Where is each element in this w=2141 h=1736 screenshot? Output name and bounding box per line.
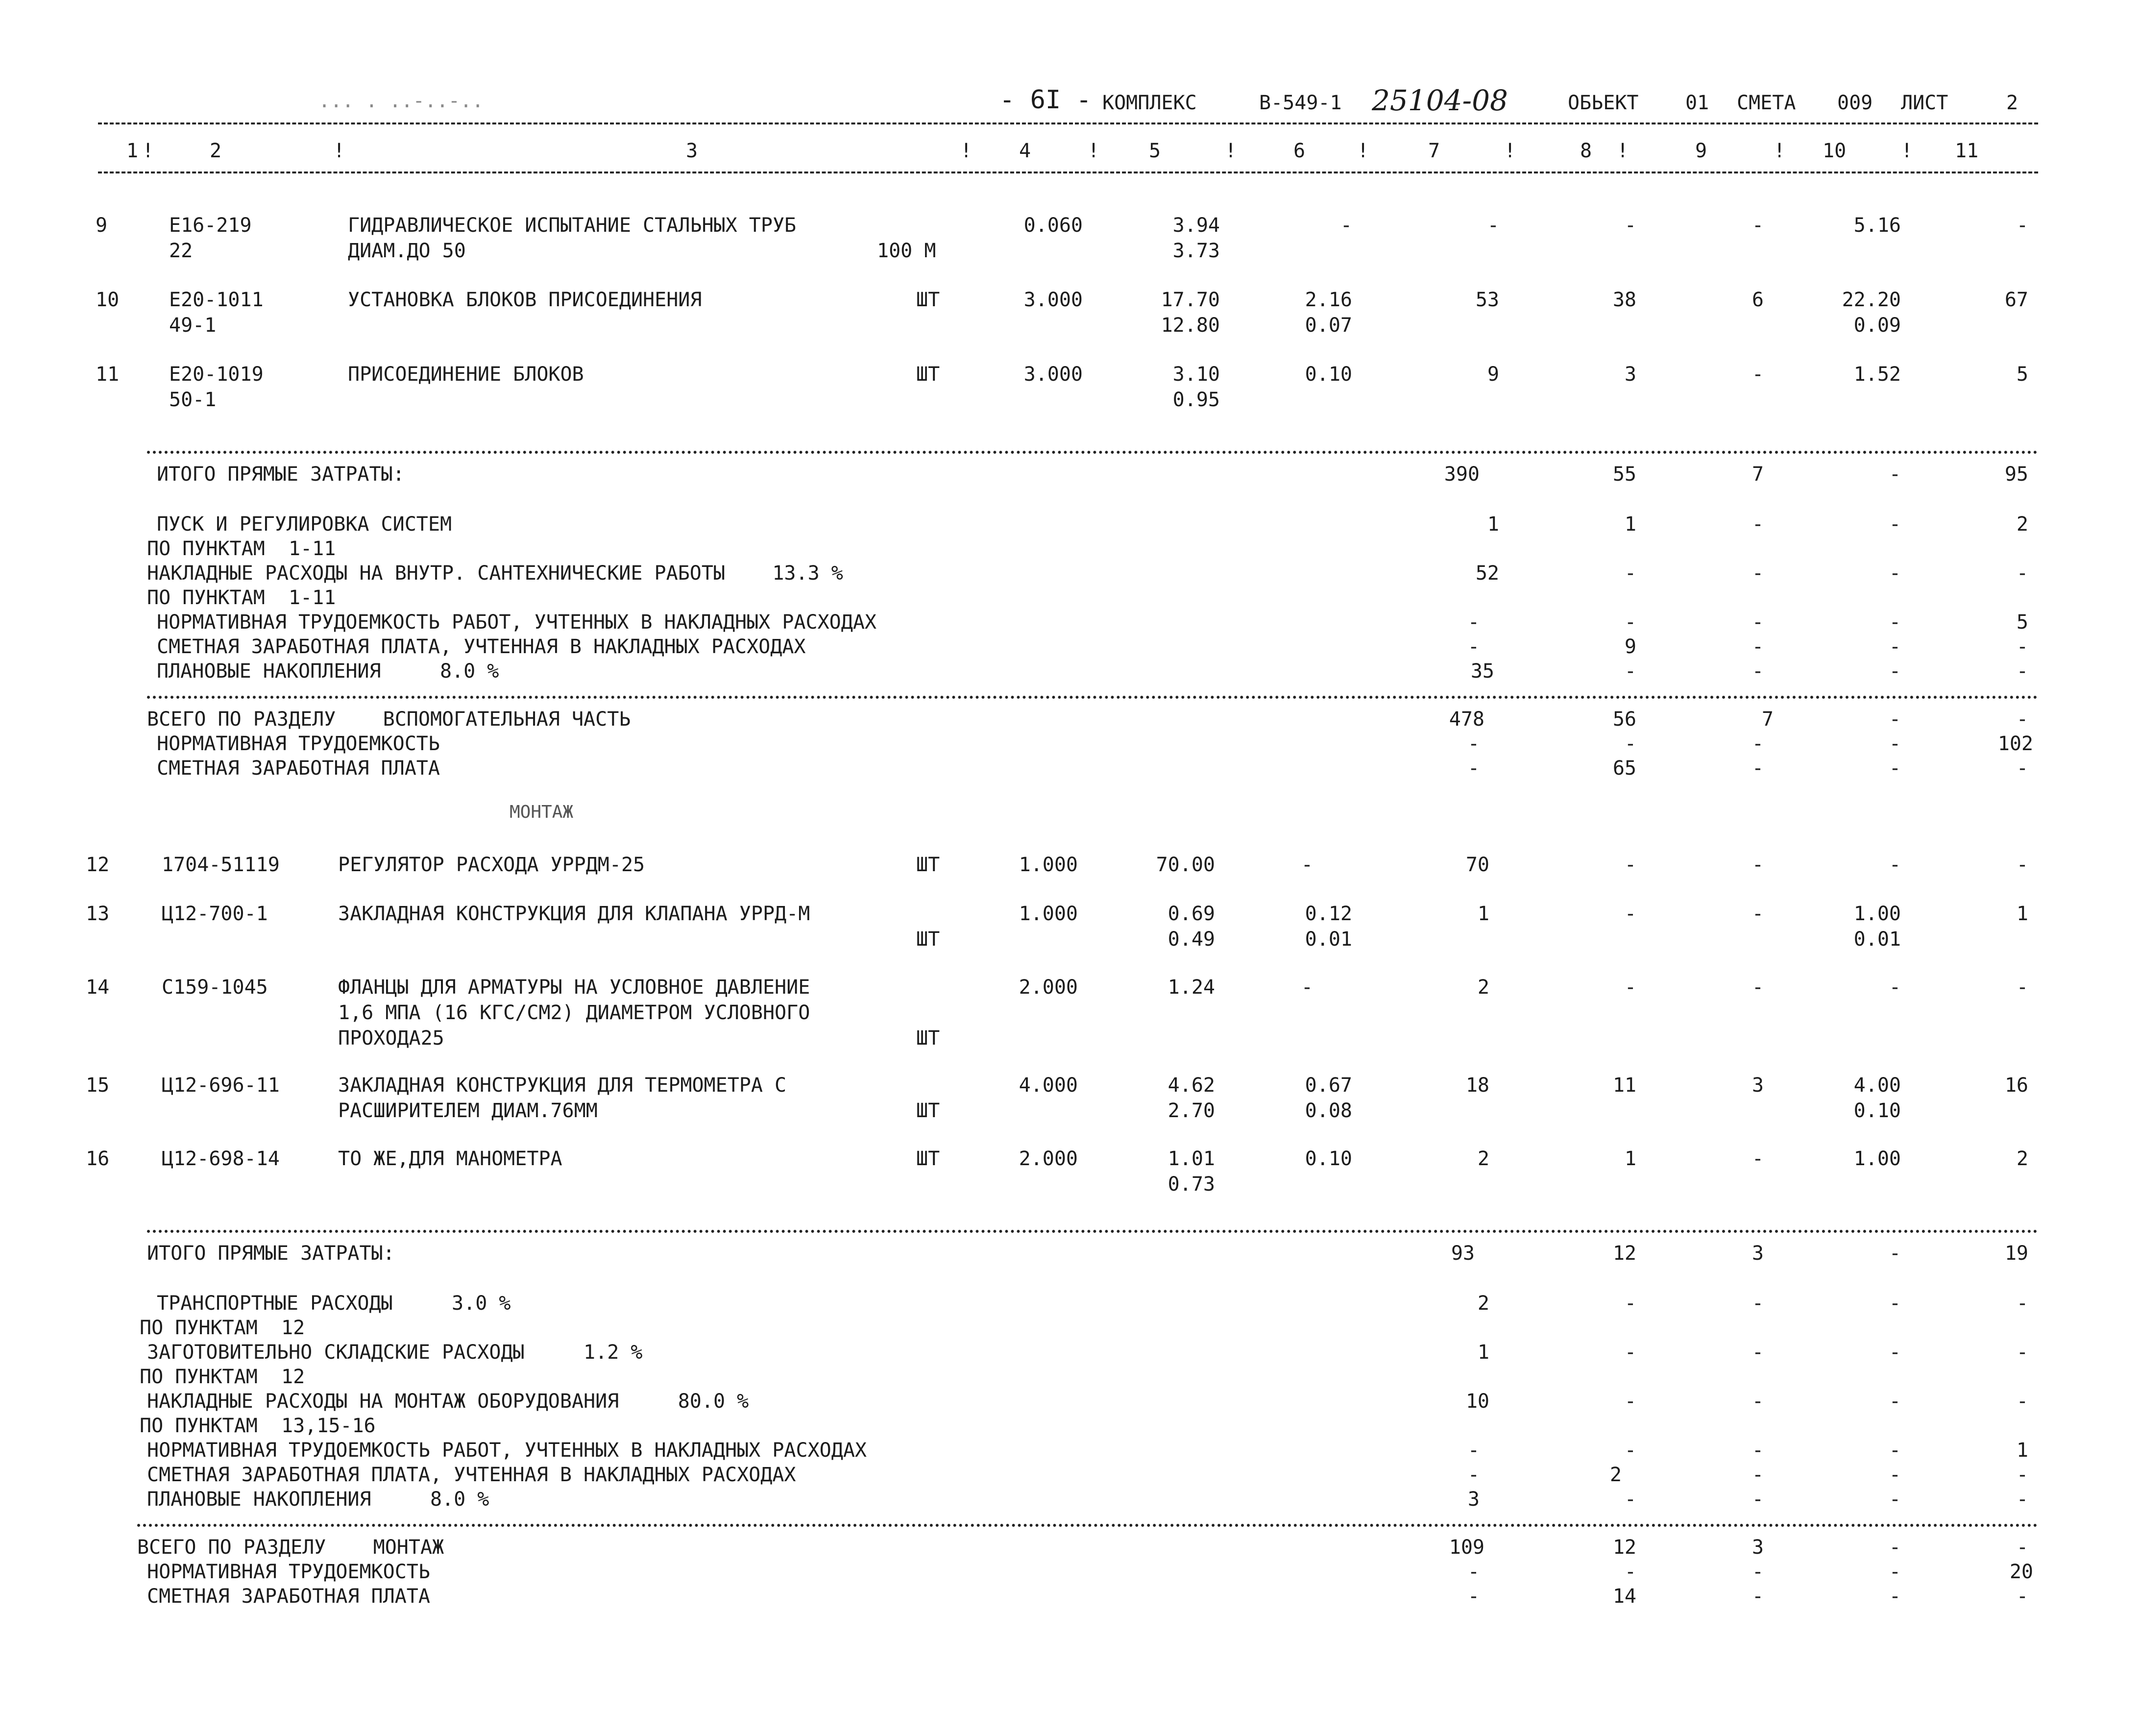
row-col8: 38 — [1612, 289, 1636, 311]
section-total-col11: - — [2016, 1536, 2028, 1559]
summary-col9: - — [1752, 1390, 1764, 1413]
summary-label: СМЕТНАЯ ЗАРАБОТНАЯ ПЛАТА, УЧТЕННАЯ В НАКЛАДНЫХ РАСХОДАХ — [157, 636, 806, 658]
row-quantity: 2.000 — [1019, 1148, 1078, 1170]
summary-col9: - — [1752, 562, 1764, 585]
row-col6-secondary: 0.01 — [1305, 928, 1352, 951]
summary-col7: - — [1467, 611, 1480, 634]
summary-label: ПЛАНОВЫЕ НАКОПЛЕНИЯ 8.0 % — [157, 660, 499, 683]
summary-label: ПО ПУНКТАМ 1-11 — [147, 538, 336, 560]
row-number: 16 — [86, 1148, 110, 1170]
row-description: ПРИСОЕДИНЕНИЕ БЛОКОВ — [348, 363, 584, 386]
summary-col10: - — [1889, 1292, 1901, 1315]
row-code-secondary: 50-1 — [169, 389, 217, 411]
col-header-separator: ! — [1774, 140, 1786, 162]
col-header-separator: ! — [960, 140, 973, 162]
summary-col7: 93 — [1451, 1242, 1475, 1265]
col-header-separator: ! — [1901, 140, 1913, 162]
summary-col11: - — [2016, 1292, 2028, 1315]
row-col11: - — [2016, 214, 2028, 237]
col-header-2: 2 — [210, 140, 222, 162]
summary-col9: - — [1752, 660, 1764, 683]
summary-label: ИТОГО ПРЯМЫЕ ЗАТРАТЫ: — [157, 463, 405, 486]
row-col7: 9 — [1487, 363, 1499, 386]
row-col6: - — [1301, 854, 1313, 876]
row-col7: - — [1487, 214, 1499, 237]
row-number: 12 — [86, 854, 110, 876]
row-col9: - — [1752, 363, 1764, 386]
summary-col9: - — [1752, 1439, 1764, 1462]
row-col8: 3 — [1624, 363, 1636, 386]
row-col10: 4.00 — [1853, 1074, 1901, 1097]
section-total-col9: 3 — [1752, 1536, 1764, 1559]
col-header-separator: ! — [333, 140, 345, 162]
section-total-col10: - — [1889, 1585, 1901, 1608]
summary-label: ПО ПУНКТАМ 12 — [140, 1366, 305, 1388]
summary-col8: - — [1624, 1390, 1636, 1413]
row-col9: - — [1752, 1148, 1764, 1170]
section-total-col11: - — [2016, 708, 2028, 731]
summary-label: ТРАНСПОРТНЫЕ РАСХОДЫ 3.0 % — [157, 1292, 511, 1315]
section-total-col9: 7 — [1761, 708, 1774, 731]
row-col7: 18 — [1465, 1074, 1489, 1097]
summary-col10: - — [1889, 463, 1901, 486]
summary-col9: - — [1752, 611, 1764, 634]
summary-col7: 52 — [1475, 562, 1499, 585]
section-total-separator — [137, 1524, 2038, 1527]
section-total-label: СМЕТНАЯ ЗАРАБОТНАЯ ПЛАТА — [147, 1585, 430, 1608]
row-code: 1704-51119 — [162, 854, 280, 876]
summary-label: ЗАГОТОВИТЕЛЬНО СКЛАДСКИЕ РАСХОДЫ 1.2 % — [147, 1341, 643, 1364]
summary-label: ИТОГО ПРЯМЫЕ ЗАТРАТЫ: — [147, 1242, 395, 1265]
summary-col8: - — [1624, 1488, 1636, 1511]
header-bottom-rule — [98, 171, 2038, 173]
row-code: Ц12-700-1 — [162, 903, 268, 925]
row-unit: ШТ — [916, 1100, 940, 1122]
summary-col11: - — [2016, 1390, 2028, 1413]
row-unit-cost: 4.62 — [1168, 1074, 1215, 1097]
summary-col11: - — [2016, 636, 2028, 658]
section-total-col7: - — [1467, 757, 1480, 780]
row-col11: 5 — [2016, 363, 2028, 386]
row-col6: 0.12 — [1305, 903, 1352, 925]
section-total-col7: 109 — [1449, 1536, 1484, 1559]
section-total-col10: - — [1889, 757, 1901, 780]
summary-col9: 7 — [1752, 463, 1764, 486]
section-total-label: ВСЕГО ПО РАЗДЕЛУ ВСПОМОГАТЕЛЬНАЯ ЧАСТЬ — [147, 708, 631, 731]
section-total-col8: - — [1624, 733, 1636, 755]
row-number: 14 — [86, 976, 110, 999]
smeta-label: СМЕТА — [1737, 92, 1796, 114]
summary-col11: 1 — [2016, 1439, 2028, 1462]
row-unit: ШТ — [916, 1148, 940, 1170]
summary-col8: 2 — [1609, 1464, 1622, 1486]
row-description: ФЛАНЦЫ ДЛЯ АРМАТУРЫ НА УСЛОВНОЕ ДАВЛЕНИЕ — [338, 976, 810, 999]
summary-col10: - — [1889, 1439, 1901, 1462]
col-header-9: 9 — [1695, 140, 1707, 162]
section-total-col9: - — [1752, 1561, 1764, 1583]
row-description: РЕГУЛЯТОР РАСХОДА УРРДМ-25 — [338, 854, 645, 876]
summary-col7: - — [1467, 1439, 1480, 1462]
section-total-col8: 65 — [1612, 757, 1636, 780]
row-col7: 53 — [1475, 289, 1499, 311]
row-unit-cost: 3.94 — [1172, 214, 1220, 237]
section-total-col9: - — [1752, 733, 1764, 755]
row-col10: 5.16 — [1853, 214, 1901, 237]
section-total-label: ВСЕГО ПО РАЗДЕЛУ МОНТАЖ — [137, 1536, 444, 1559]
row-col9: 6 — [1752, 289, 1764, 311]
row-code: С159-1045 — [162, 976, 268, 999]
row-col6: 0.10 — [1305, 1148, 1352, 1170]
section-total-label: НОРМАТИВНАЯ ТРУДОЕМКОСТЬ — [147, 1561, 430, 1583]
summary-col11: - — [2016, 1488, 2028, 1511]
row-col9: - — [1752, 903, 1764, 925]
row-col10: 1.00 — [1853, 903, 1901, 925]
summary-col8: - — [1624, 1292, 1636, 1315]
row-col8: 1 — [1624, 1148, 1636, 1170]
row-quantity: 0.060 — [1023, 214, 1083, 237]
summary-col9: - — [1752, 513, 1764, 536]
row-col10-secondary: 0.01 — [1853, 928, 1901, 951]
summary-col9: - — [1752, 1292, 1764, 1315]
summary-col9: - — [1752, 1341, 1764, 1364]
section-title: МОНТАЖ — [510, 802, 574, 822]
summary-col11: 5 — [2016, 611, 2028, 634]
col-header-3: 3 — [686, 140, 698, 162]
summary-label: ПЛАНОВЫЕ НАКОПЛЕНИЯ 8.0 % — [147, 1488, 489, 1511]
row-col7: 2 — [1477, 976, 1489, 999]
summary-col9: 3 — [1752, 1242, 1764, 1265]
row-col8: - — [1624, 903, 1636, 925]
row-col6-secondary: 0.08 — [1305, 1100, 1352, 1122]
row-col10: 1.52 — [1853, 363, 1901, 386]
summary-col8: 12 — [1612, 1242, 1636, 1265]
complex-label: КОМПЛЕКС — [1102, 92, 1197, 114]
summary-col10: - — [1889, 1242, 1901, 1265]
summary-label: СМЕТНАЯ ЗАРАБОТНАЯ ПЛАТА, УЧТЕННАЯ В НАКЛАДНЫХ РАСХОДАХ — [147, 1464, 796, 1486]
row-col6: - — [1301, 976, 1313, 999]
summary-separator — [147, 1230, 2038, 1233]
summary-col10: - — [1889, 1390, 1901, 1413]
summary-col11: - — [2016, 660, 2028, 683]
row-code: Е20-1019 — [169, 363, 264, 386]
summary-label: НОРМАТИВНАЯ ТРУДОЕМКОСТЬ РАБОТ, УЧТЕННЫХ В НАКЛАДНЫХ РАСХОДАХ — [157, 611, 877, 634]
row-description: ГИДРАВЛИЧЕСКОЕ ИСПЫТАНИЕ СТАЛЬНЫХ ТРУБ — [348, 214, 797, 237]
summary-col10: - — [1889, 1341, 1901, 1364]
summary-col10: - — [1889, 562, 1901, 585]
row-col7: 2 — [1477, 1148, 1489, 1170]
summary-col7: - — [1467, 1464, 1480, 1486]
row-col11: 16 — [2004, 1074, 2028, 1097]
summary-col11: 95 — [2004, 463, 2028, 486]
row-number: 9 — [96, 214, 108, 237]
row-col7: 1 — [1477, 903, 1489, 925]
summary-col8: 55 — [1612, 463, 1636, 486]
summary-col7: 10 — [1465, 1390, 1489, 1413]
row-quantity: 3.000 — [1023, 289, 1083, 311]
col-header-separator: ! — [1357, 140, 1369, 162]
header-faint-text: ... . ..-..-.. — [318, 90, 496, 112]
col-header-separator: ! — [142, 140, 154, 162]
row-col6: 2.16 — [1305, 289, 1352, 311]
summary-col7: 2 — [1477, 1292, 1489, 1315]
row-col8: - — [1624, 214, 1636, 237]
summary-separator — [147, 451, 2038, 454]
row-col10-secondary: 0.10 — [1853, 1100, 1901, 1122]
row-unit: ШТ — [916, 928, 940, 951]
section-total-label: СМЕТНАЯ ЗАРАБОТНАЯ ПЛАТА — [157, 757, 440, 780]
row-unit: ШТ — [916, 1027, 940, 1050]
row-number: 15 — [86, 1074, 110, 1097]
summary-col8: - — [1624, 562, 1636, 585]
summary-col7: - — [1467, 636, 1480, 658]
row-code: Е20-1011 — [169, 289, 264, 311]
row-col9: - — [1752, 854, 1764, 876]
col-header-separator: ! — [1504, 140, 1516, 162]
col-header-7: 7 — [1428, 140, 1440, 162]
section-total-col9: - — [1752, 1585, 1764, 1608]
summary-label: ПУСК И РЕГУЛИРОВКА СИСТЕМ — [157, 513, 452, 536]
smeta-number: 009 — [1837, 92, 1873, 114]
summary-col11: - — [2016, 1464, 2028, 1486]
row-unit: ШТ — [916, 854, 940, 876]
summary-col9: - — [1752, 636, 1764, 658]
summary-col8: - — [1624, 611, 1636, 634]
row-col10: - — [1889, 854, 1901, 876]
page-number: - 6I - — [999, 85, 1092, 115]
row-code-secondary: 22 — [169, 240, 193, 262]
row-description: ЗАКЛАДНАЯ КОНСТРУКЦИЯ ДЛЯ ТЕРМОМЕТРА С — [338, 1074, 787, 1097]
row-code: Ц12-696-11 — [162, 1074, 280, 1097]
handwritten-code: 25104-08 — [1372, 84, 1508, 117]
col-header-6: 6 — [1293, 140, 1306, 162]
row-description: 1,6 МПА (16 КГС/СМ2) ДИАМЕТРОМ УСЛОВНОГО — [338, 1002, 810, 1024]
summary-col10: - — [1889, 1488, 1901, 1511]
section-total-label: НОРМАТИВНАЯ ТРУДОЕМКОСТЬ — [157, 733, 440, 755]
section-total-col8: 12 — [1612, 1536, 1636, 1559]
row-col6: 0.10 — [1305, 363, 1352, 386]
row-unit-cost: 1.01 — [1168, 1148, 1215, 1170]
row-number: 10 — [96, 289, 120, 311]
row-col8: - — [1624, 976, 1636, 999]
row-description: УСТАНОВКА БЛОКОВ ПРИСОЕДИНЕНИЯ — [348, 289, 702, 311]
row-col10: 1.00 — [1853, 1148, 1901, 1170]
row-unit-cost: 70.00 — [1156, 854, 1215, 876]
summary-col10: - — [1889, 1464, 1901, 1486]
row-unit-cost-secondary: 2.70 — [1168, 1100, 1215, 1122]
section-total-col11: 20 — [2009, 1561, 2033, 1583]
section-total-col8: 56 — [1612, 708, 1636, 731]
summary-label: НАКЛАДНЫЕ РАСХОДЫ НА МОНТАЖ ОБОРУДОВАНИЯ 80.0 % — [147, 1390, 749, 1413]
summary-label: ПО ПУНКТАМ 12 — [140, 1317, 305, 1339]
col-header-separator: ! — [1088, 140, 1100, 162]
row-unit: ШТ — [916, 289, 940, 311]
summary-label: ПО ПУНКТАМ 13,15-16 — [140, 1415, 376, 1437]
row-unit-cost-secondary: 12.80 — [1161, 314, 1220, 337]
row-col6: - — [1340, 214, 1352, 237]
complex-code: В-549-1 — [1259, 92, 1342, 114]
section-total-col7: - — [1467, 1585, 1480, 1608]
summary-col7: 1 — [1487, 513, 1499, 536]
col-header-10: 10 — [1823, 140, 1847, 162]
row-unit-cost: 1.24 — [1168, 976, 1215, 999]
row-number: 11 — [96, 363, 120, 386]
col-header-1: 1 — [126, 140, 139, 162]
section-total-col10: - — [1889, 1561, 1901, 1583]
row-code: Ц12-698-14 — [162, 1148, 280, 1170]
object-number: 01 — [1685, 92, 1709, 114]
row-code-secondary: 49-1 — [169, 314, 217, 337]
summary-col11: 2 — [2016, 513, 2028, 536]
summary-col11: 19 — [2004, 1242, 2028, 1265]
row-quantity: 1.000 — [1019, 903, 1078, 925]
summary-col7: 390 — [1444, 463, 1480, 486]
summary-col8: - — [1624, 660, 1636, 683]
section-total-col11: - — [2016, 757, 2028, 780]
summary-col7: 3 — [1467, 1488, 1480, 1511]
summary-col8: 1 — [1624, 513, 1636, 536]
section-total-col10: - — [1889, 733, 1901, 755]
summary-col10: - — [1889, 660, 1901, 683]
row-col6-secondary: 0.07 — [1305, 314, 1352, 337]
summary-col7: 35 — [1470, 660, 1494, 683]
row-col10: 22.20 — [1842, 289, 1901, 311]
row-col10: - — [1889, 976, 1901, 999]
summary-col10: - — [1889, 636, 1901, 658]
section-total-separator — [147, 696, 2038, 699]
summary-col11: - — [2016, 1341, 2028, 1364]
summary-col8: 9 — [1624, 636, 1636, 658]
row-number: 13 — [86, 903, 110, 925]
section-total-col8: 14 — [1612, 1585, 1636, 1608]
section-total-col9: - — [1752, 757, 1764, 780]
list-number: 2 — [2006, 92, 2019, 114]
header-top-rule — [98, 122, 2038, 124]
summary-col8: - — [1624, 1341, 1636, 1364]
section-total-col7: - — [1467, 1561, 1480, 1583]
row-code: Е16-219 — [169, 214, 252, 237]
row-col10-secondary: 0.09 — [1853, 314, 1901, 337]
summary-label: ПО ПУНКТАМ 1-11 — [147, 587, 336, 609]
col-header-11: 11 — [1955, 140, 1979, 162]
row-col8: - — [1624, 854, 1636, 876]
summary-col7: 1 — [1477, 1341, 1489, 1364]
summary-label: НАКЛАДНЫЕ РАСХОДЫ НА ВНУТР. САНТЕХНИЧЕСКИЕ РАБОТЫ 13.3 % — [147, 562, 843, 585]
row-col9: - — [1752, 214, 1764, 237]
row-col11: 2 — [2016, 1148, 2028, 1170]
row-description: ДИАМ.ДО 50 — [348, 240, 466, 262]
row-unit-cost: 17.70 — [1161, 289, 1220, 311]
summary-col9: - — [1752, 1488, 1764, 1511]
row-col8: 11 — [1612, 1074, 1636, 1097]
section-total-col10: - — [1889, 708, 1901, 731]
summary-col9: - — [1752, 1464, 1764, 1486]
row-unit-cost: 3.10 — [1172, 363, 1220, 386]
row-unit-cost-secondary: 0.95 — [1172, 389, 1220, 411]
row-col11: - — [2016, 854, 2028, 876]
summary-col10: - — [1889, 513, 1901, 536]
row-col11: 67 — [2004, 289, 2028, 311]
row-unit-cost-secondary: 0.49 — [1168, 928, 1215, 951]
col-header-separator: ! — [1225, 140, 1237, 162]
object-label: ОБЬЕКТ — [1568, 92, 1639, 114]
col-header-4: 4 — [1019, 140, 1031, 162]
col-header-separator: ! — [1617, 140, 1629, 162]
row-col9: 3 — [1752, 1074, 1764, 1097]
section-total-col8: - — [1624, 1561, 1636, 1583]
section-total-col10: - — [1889, 1536, 1901, 1559]
section-total-col11: 102 — [1997, 733, 2033, 755]
row-quantity: 2.000 — [1019, 976, 1078, 999]
list-label: ЛИСТ — [1901, 92, 1948, 114]
row-col6: 0.67 — [1305, 1074, 1352, 1097]
row-unit-cost: 0.69 — [1168, 903, 1215, 925]
row-description: ПРОХОДА25 — [338, 1027, 444, 1050]
row-unit: ШТ — [916, 363, 940, 386]
row-col9: - — [1752, 976, 1764, 999]
row-col7: 70 — [1465, 854, 1489, 876]
row-unit-cost-secondary: 0.73 — [1168, 1173, 1215, 1196]
section-total-col7: 478 — [1449, 708, 1484, 731]
row-quantity: 4.000 — [1019, 1074, 1078, 1097]
summary-col8: - — [1624, 1439, 1636, 1462]
col-header-8: 8 — [1580, 140, 1592, 162]
col-header-5: 5 — [1149, 140, 1161, 162]
row-unit-cost-secondary: 3.73 — [1172, 240, 1220, 262]
summary-col10: - — [1889, 611, 1901, 634]
section-total-col7: - — [1467, 733, 1480, 755]
summary-col11: - — [2016, 562, 2028, 585]
row-col11: 1 — [2016, 903, 2028, 925]
row-col11: - — [2016, 976, 2028, 999]
row-unit: 100 М — [877, 240, 936, 262]
row-description: РАСШИРИТЕЛЕМ ДИАМ.76ММ — [338, 1100, 598, 1122]
row-description: ТО ЖЕ,ДЛЯ МАНОМЕТРА — [338, 1148, 562, 1170]
row-quantity: 1.000 — [1019, 854, 1078, 876]
summary-label: НОРМАТИВНАЯ ТРУДОЕМКОСТЬ РАБОТ, УЧТЕННЫХ В НАКЛАДНЫХ РАСХОДАХ — [147, 1439, 867, 1462]
row-quantity: 3.000 — [1023, 363, 1083, 386]
section-total-col11: - — [2016, 1585, 2028, 1608]
row-description: ЗАКЛАДНАЯ КОНСТРУКЦИЯ ДЛЯ КЛАПАНА УРРД-М — [338, 903, 810, 925]
